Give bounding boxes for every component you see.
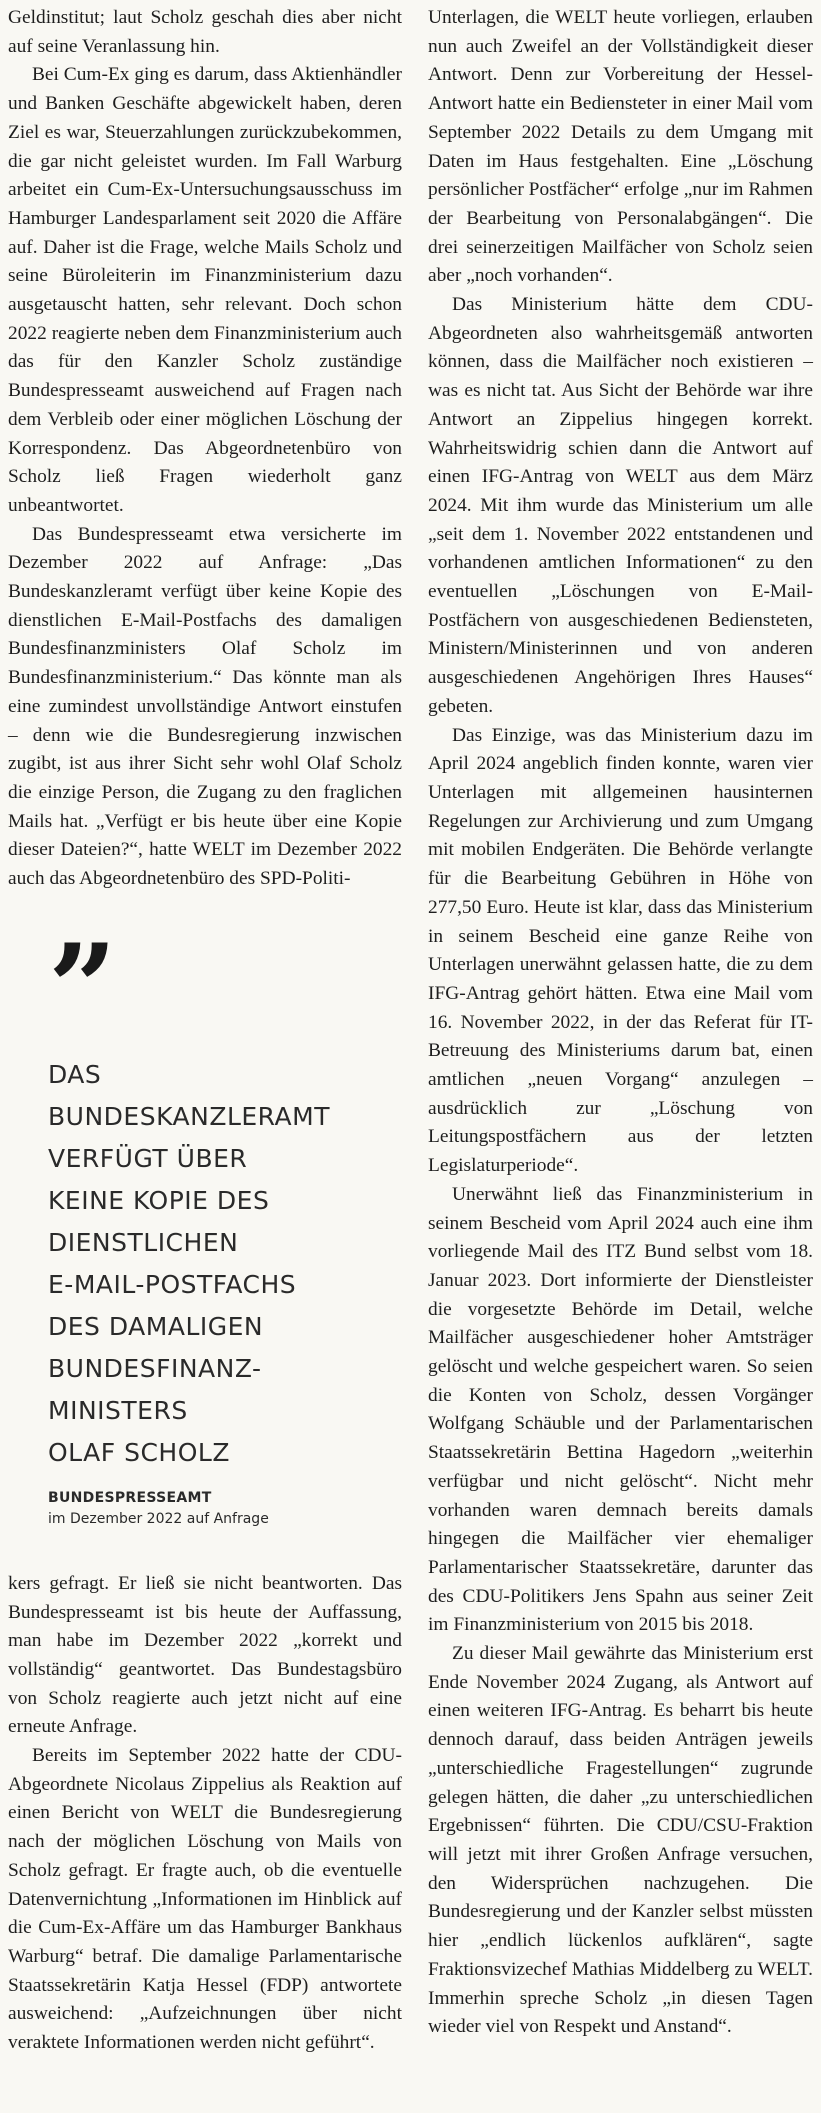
article-right-column: [428, 4, 813, 2042]
pull-quote-line: DES DAMALIGEN: [48, 1311, 264, 1341]
paragraph: Geldinstitut; laut Scholz geschah dies aber nicht auf seine Veranlassung hin.: [8, 7, 402, 57]
pull-quote-line: BUNDESFINANZ-: [48, 1353, 262, 1383]
pull-quote-text: [48, 1054, 402, 1474]
paragraph: Zu dieser Mail gewährte das Ministerium erst Ende November 2024 Zugang, als Antwort auf einen weiteren IFG-Antrag. Es beharrt bis heute dennoch darauf, dass beiden Anträgen jeweils „unterschiedliche Fragestellungen“ zugrunde gelegen hätten, die daher „zu unterschiedlichen Ergebnissen“ führten. Die CDU/CSU-Fraktion will jetzt mit ihrer Großen Anfrage versuchen, den Widersprüchen nachzugehen. Die Bundesregierung und der Kanzler selbst müssten hier „endlich lückenlos aufklären“, sagte Fraktionsvizechef Mathias Middelberg zu WELT. Immerhin spreche Scholz „in diesen Tagen wieder viel von Respekt und Anstand“.: [428, 1643, 813, 2038]
pull-quote-source: BUNDESPRESSEAMT: [48, 1489, 212, 1506]
pull-quote-source-detail: im Dezember 2022 auf Anfrage: [48, 1510, 269, 1527]
paragraph: kers gefragt. Er ließ sie nicht beantworten. Das Bundespresseamt ist bis heute der Auffassung, man habe im Dezember 2022 „korrekt und vollständig“ geantwortet. Das Bundestagsbüro von Scholz reagierte auch jetzt nicht auf eine erneute Anfrage.: [8, 1572, 402, 1738]
pull-quote-line: BUNDESKANZLERAMT: [48, 1101, 330, 1131]
paragraph: Unterlagen, die WELT heute vorliegen, erlauben nun auch Zweifel an der Vollständigkeit dieser Antwort. Denn zur Vorbereitung der Hessel-Antwort hatte ein Bediensteter in einer Mail vom September 2022 Details zu dem Umgang mit Daten im Haus festgehalten. Eine „Löschung persönlicher Postfächer“ erfolge „nur im Rahmen der Bearbeitung von Personalabgängen“. Die drei seinerzeitigen Mailfächer von Scholz seien aber „noch vorhanden“.: [428, 7, 813, 287]
paragraph: Unerwähnt ließ das Finanzministerium in seinem Bescheid vom April 2024 auch eine ihm vorliegende Mail des ITZ Bund selbst vom 18. Januar 2023. Dort informierte der Dienstleister die vorgesetzte Behörde im Detail, welche Mailfächer ausgeschiedener hoher Amtsträger gelöscht und welche gespeichert waren. So seien die Konten von Scholz, dessen Vorgänger Wolfgang Schäuble und der Parlamentarischen Staatssekretärin Bettina Hagedorn „weiterhin verfügbar und nicht gelöscht“. Nicht mehr vorhanden waren demnach bereits damals hingegen die Mailfächer vier ehemaliger Parlamentarischer Staatssekretäre, darunter das des CDU-Politikers Jens Spahn aus seiner Zeit im Finanzministerium von 2015 bis 2018.: [428, 1183, 813, 1636]
paragraph: Das Bundespresseamt etwa versicherte im Dezember 2022 auf Anfrage: „Das Bundeskanzleramt verfügt über keine Kopie des dienstlichen E-Mail-Postfachs des damaligen Bundesfinanzministers Olaf Scholz im Bundesfinanzministerium.“ Das könnte man als eine zumindest unvollständige Antwort einstufen – denn wie die Bundesregierung inzwischen zugibt, ist aus ihrer Sicht sehr wohl Olaf Scholz die einzige Person, die Zugang zu den fraglichen Mails hat. „Verfügt er bis heute über eine Kopie dieser Dateien?“, hatte WELT im Dezember 2022 auch das Abgeordnetenbüro des SPD-Politi-: [8, 523, 402, 890]
quote-mark-icon: ”: [48, 917, 108, 1059]
article-left-column: [8, 4, 402, 2058]
paragraph: Bereits im September 2022 hatte der CDU-Abgeordnete Nicolaus Zippelius als Reaktion auf einen Bericht von WELT die Bundesregierung nach der möglichen Löschung von Mails von Scholz gefragt. Er fragte auch, ob die eventuelle Datenvernichtung „Informationen im Hinblick auf die Cum-Ex-Affäre um das Hamburger Bankhaus Warburg“ betraf. Die damalige Parlamentarische Staatssekretärin Katja Hessel (FDP) antwortete ausweichend: „Aufzeichnungen über nicht veraktete Informationen werden nicht geführt“.: [8, 1745, 402, 2054]
pull-quote-line: OLAF SCHOLZ: [48, 1437, 230, 1467]
pull-quote: [8, 917, 402, 1530]
pull-quote-line: MINISTERS: [48, 1395, 188, 1425]
paragraph: Das Ministerium hätte dem CDU-Abgeordneten also wahrheitsgemäß antworten können, dass die Mailfächer noch existieren – was es nicht tat. Aus Sicht der Behörde war ihre Antwort an Zippelius hingegen korrekt. Wahrheitswidrig schien dann die Antwort auf einen IFG-Antrag von WELT aus dem März 2024. Mit ihm wurde das Ministerium um alle „seit dem 1. November 2022 entstandenen und vorhandenen amtlichen Informationen“ zu den eventuellen „Löschungen von E-Mail-Postfächern von ausgeschiedenen Bediensteten, Ministern/Ministerinnen und von anderen ausgeschiedenen Angehörigen Ihres Hauses“ gebeten.: [428, 294, 813, 717]
pull-quote-line: KEINE KOPIE DES: [48, 1185, 270, 1215]
paragraph: Das Einzige, was das Ministerium dazu im April 2024 angeblich finden konnte, waren vier Unterlagen mit allgemeinen hausinternen Regelungen zur Archivierung und zum Umgang mit mobilen Endgeräten. Die Behörde verlangte für die Bearbeitung Gebühren in Höhe von 277,50 Euro. Heute ist klar, dass das Ministerium in seinem Bescheid eine ganze Reihe von Unterlagen unerwähnt gelassen hatte, die zu dem IFG-Antrag gehört hätten. Etwa eine Mail vom 16. November 2022, in der das Referat für IT-Betreuung des Ministeriums darum bat, einen amtlichen „neuen Vorgang“ anzulegen – ausdrücklich zur „Löschung von Leitungspostfächern aus der letzten Legislaturperiode“.: [428, 724, 813, 1177]
pull-quote-line: DIENSTLICHEN: [48, 1227, 239, 1257]
pull-quote-line: E-MAIL-POSTFACHS: [48, 1269, 297, 1299]
pull-quote-line: VERFÜGT ÜBER: [48, 1143, 248, 1173]
paragraph: Bei Cum-Ex ging es darum, dass Aktienhändler und Banken Geschäfte abgewickelt haben, deren Ziel es war, Steuerzahlungen zurückzubekommen, die gar nicht geleistet wurden. Im Fall Warburg arbeitet ein Cum-Ex-Untersuchungsausschuss im Hamburger Landesparlament seit 2020 die Affäre auf. Daher ist die Frage, welche Mails Scholz und seine Büroleiterin im Finanzministerium dazu ausgetauscht hatten, sehr relevant. Doch schon 2022 reagierte neben dem Finanzministerium auch das für den Kanzler Scholz zuständige Bundespresseamt ausweichend auf Fragen nach dem Verbleib oder einer möglichen Löschung der Korrespondenz. Das Abgeordnetenbüro von Scholz ließ Fragen wiederholt ganz unbeantwortet.: [8, 64, 402, 516]
pull-quote-line: DAS: [48, 1059, 102, 1089]
